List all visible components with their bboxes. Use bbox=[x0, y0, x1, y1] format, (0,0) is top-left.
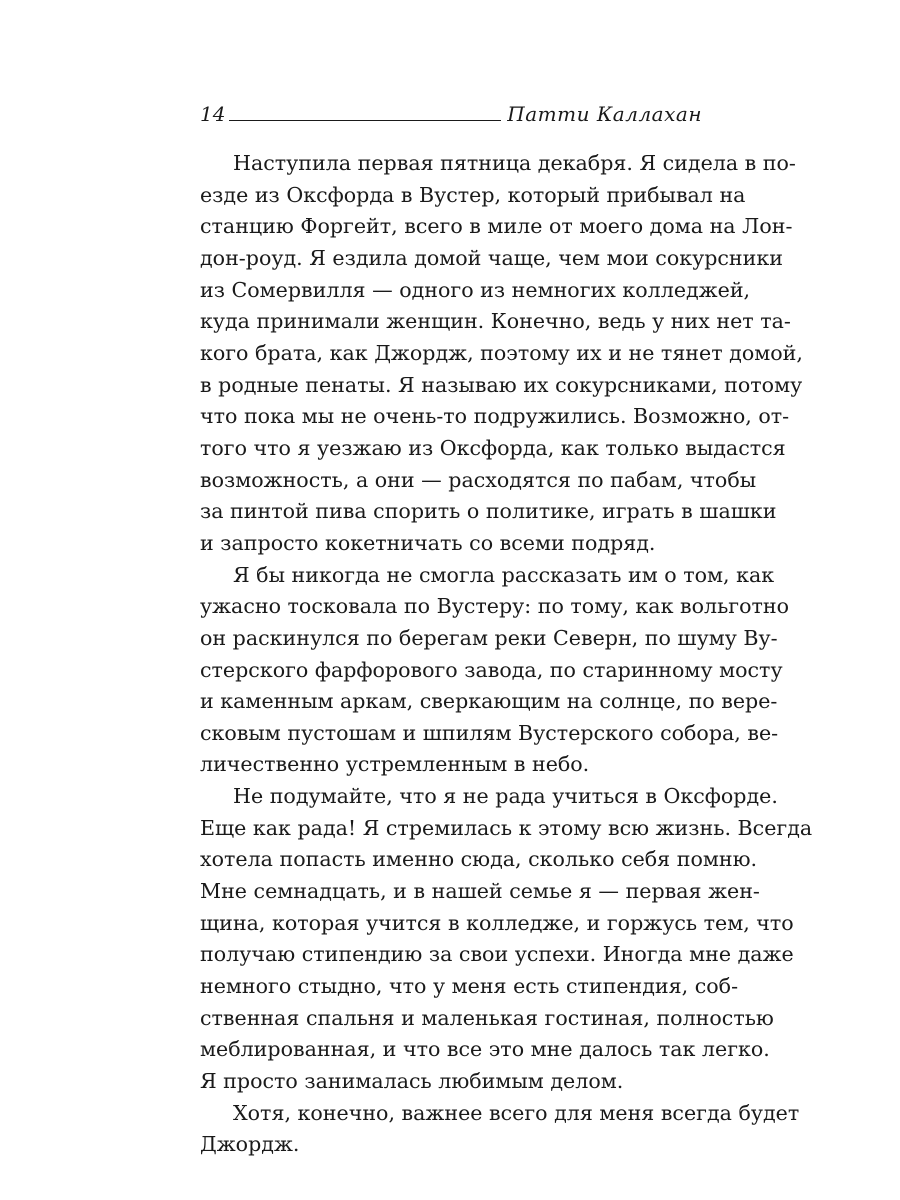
text-line: личественно устремленным в небо. bbox=[200, 752, 590, 777]
text-line: щина, которая учится в колледже, и горжусь тем, что bbox=[200, 910, 794, 935]
body-text bbox=[200, 148, 813, 1161]
text-line: Наступила первая пятница декабря. Я сидела в по- bbox=[233, 151, 796, 175]
text-line: немного стыдно, что у меня есть стипендия, соб- bbox=[200, 974, 739, 999]
running-header bbox=[200, 100, 702, 124]
text-line: сковым пустошам и шпилям Вустерского собора, ве- bbox=[200, 720, 779, 745]
text-line: стерского фарфорового завода, по старинному мосту bbox=[200, 657, 783, 682]
text-line: ственная спальня и маленькая гостиная, полностью bbox=[200, 1005, 774, 1030]
page-number: 14 bbox=[200, 102, 226, 126]
text-line: Я бы никогда не смогла рассказать им о том, как bbox=[233, 562, 775, 587]
paragraph bbox=[200, 781, 813, 1098]
text-line: кого брата, как Джордж, поэтому их и не тянет домой, bbox=[200, 340, 803, 365]
text-line: Еще как рада! Я стремилась к этому всю жизнь. Всегда bbox=[200, 815, 813, 840]
text-line: он раскинулся по берегам реки Северн, по шуму Ву- bbox=[200, 625, 778, 650]
text-line: Мне семнадцать, и в нашей семье я — первая жен- bbox=[200, 879, 760, 904]
text-line: в родные пенаты. Я называю их сокурсниками, потому bbox=[200, 372, 803, 397]
text-line: того что я уезжаю из Оксфорда, как только выдастся bbox=[200, 435, 786, 460]
text-line: езде из Оксфорда в Вустер, который прибывал на bbox=[200, 182, 746, 207]
text-line: дон-роуд. Я ездила домой чаще, чем мои сокурсники bbox=[200, 245, 783, 270]
text-line: Хотя, конечно, важнее всего для меня всегда будет bbox=[233, 1100, 800, 1125]
text-line: Джордж. bbox=[200, 1132, 300, 1157]
text-line: меблированная, и что все это мне далось так легко. bbox=[200, 1037, 770, 1062]
text-line: хотела попасть именно сюда, сколько себя помню. bbox=[200, 847, 758, 872]
text-line: Не подумайте, что я не рада учиться в Оксфорде. bbox=[233, 784, 778, 809]
text-line: Я просто занималась любимым делом. bbox=[200, 1069, 624, 1094]
text-line: возможность, а они — расходятся по пабам, чтобы bbox=[200, 467, 757, 492]
text-line: и запросто кокетничать со всеми подряд. bbox=[200, 530, 656, 555]
text-line: из Сомервилля — одного из немногих колледжей, bbox=[200, 277, 751, 302]
paragraph bbox=[200, 148, 803, 560]
header-rule bbox=[229, 120, 501, 121]
paragraph bbox=[200, 1098, 800, 1161]
text-line: куда принимали женщин. Конечно, ведь у них нет та- bbox=[200, 309, 791, 334]
text-line: станцию Форгейт, всего в миле от моего дома на Лон- bbox=[200, 214, 793, 239]
running-header-author: Патти Каллахан bbox=[507, 102, 702, 126]
text-line: получаю стипендию за свои успехи. Иногда мне даже bbox=[200, 942, 794, 967]
paragraph bbox=[200, 560, 789, 782]
text-line: за пинтой пива спорить о политике, играть в шашки bbox=[200, 499, 777, 524]
text-line: что пока мы не очень-то подружились. Возможно, от- bbox=[200, 404, 790, 429]
text-line: и каменным аркам, сверкающим на солнце, по вере- bbox=[200, 689, 778, 714]
text-line: ужасно тосковала по Вустеру: по тому, как вольготно bbox=[200, 594, 789, 619]
